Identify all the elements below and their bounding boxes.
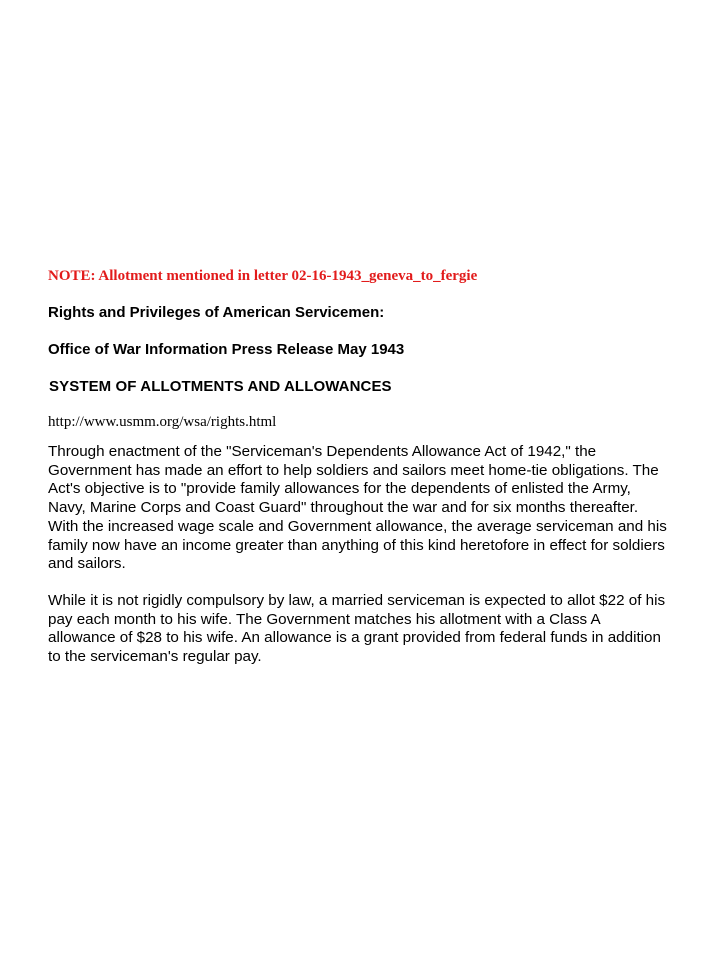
source-url: http://www.usmm.org/wsa/rights.html [48,414,277,430]
system-heading: SYSTEM OF ALLOTMENTS AND ALLOWANCES [49,378,392,395]
paragraph-allowance-act: Through enactment of the "Serviceman's Dependents Allowance Act of 1942," the Government has made an effort to help soldiers and sailors meet home-tie obligations. The Act's objective is to "provide family allowances for the dependents of enlisted the Army, Navy, Marine Corps and Coast Guard" throughout the war and for six months thereafter. With the increased wage scale and Government allowance, the average serviceman and his family now have an income greater than anything of this kind heretofore in effect for soldiers and sailors. [48,443,667,573]
note-text: NOTE: Allotment mentioned in letter 02-16-1943_geneva_to_fergie [48,268,478,284]
rights-heading: Rights and Privileges of American Servicemen: [48,304,385,321]
press-release-heading: Office of War Information Press Release May 1943 [48,341,405,358]
paragraph-allotment: While it is not rigidly compulsory by law, a married serviceman is expected to allot $22 of his pay each month to his wife. The Government matches his allotment with a Class A allowance of $28 to his wife. An allowance is a grant provided from federal funds in addition to the serviceman's regular pay. [48,591,666,666]
document-content [48,266,668,667]
